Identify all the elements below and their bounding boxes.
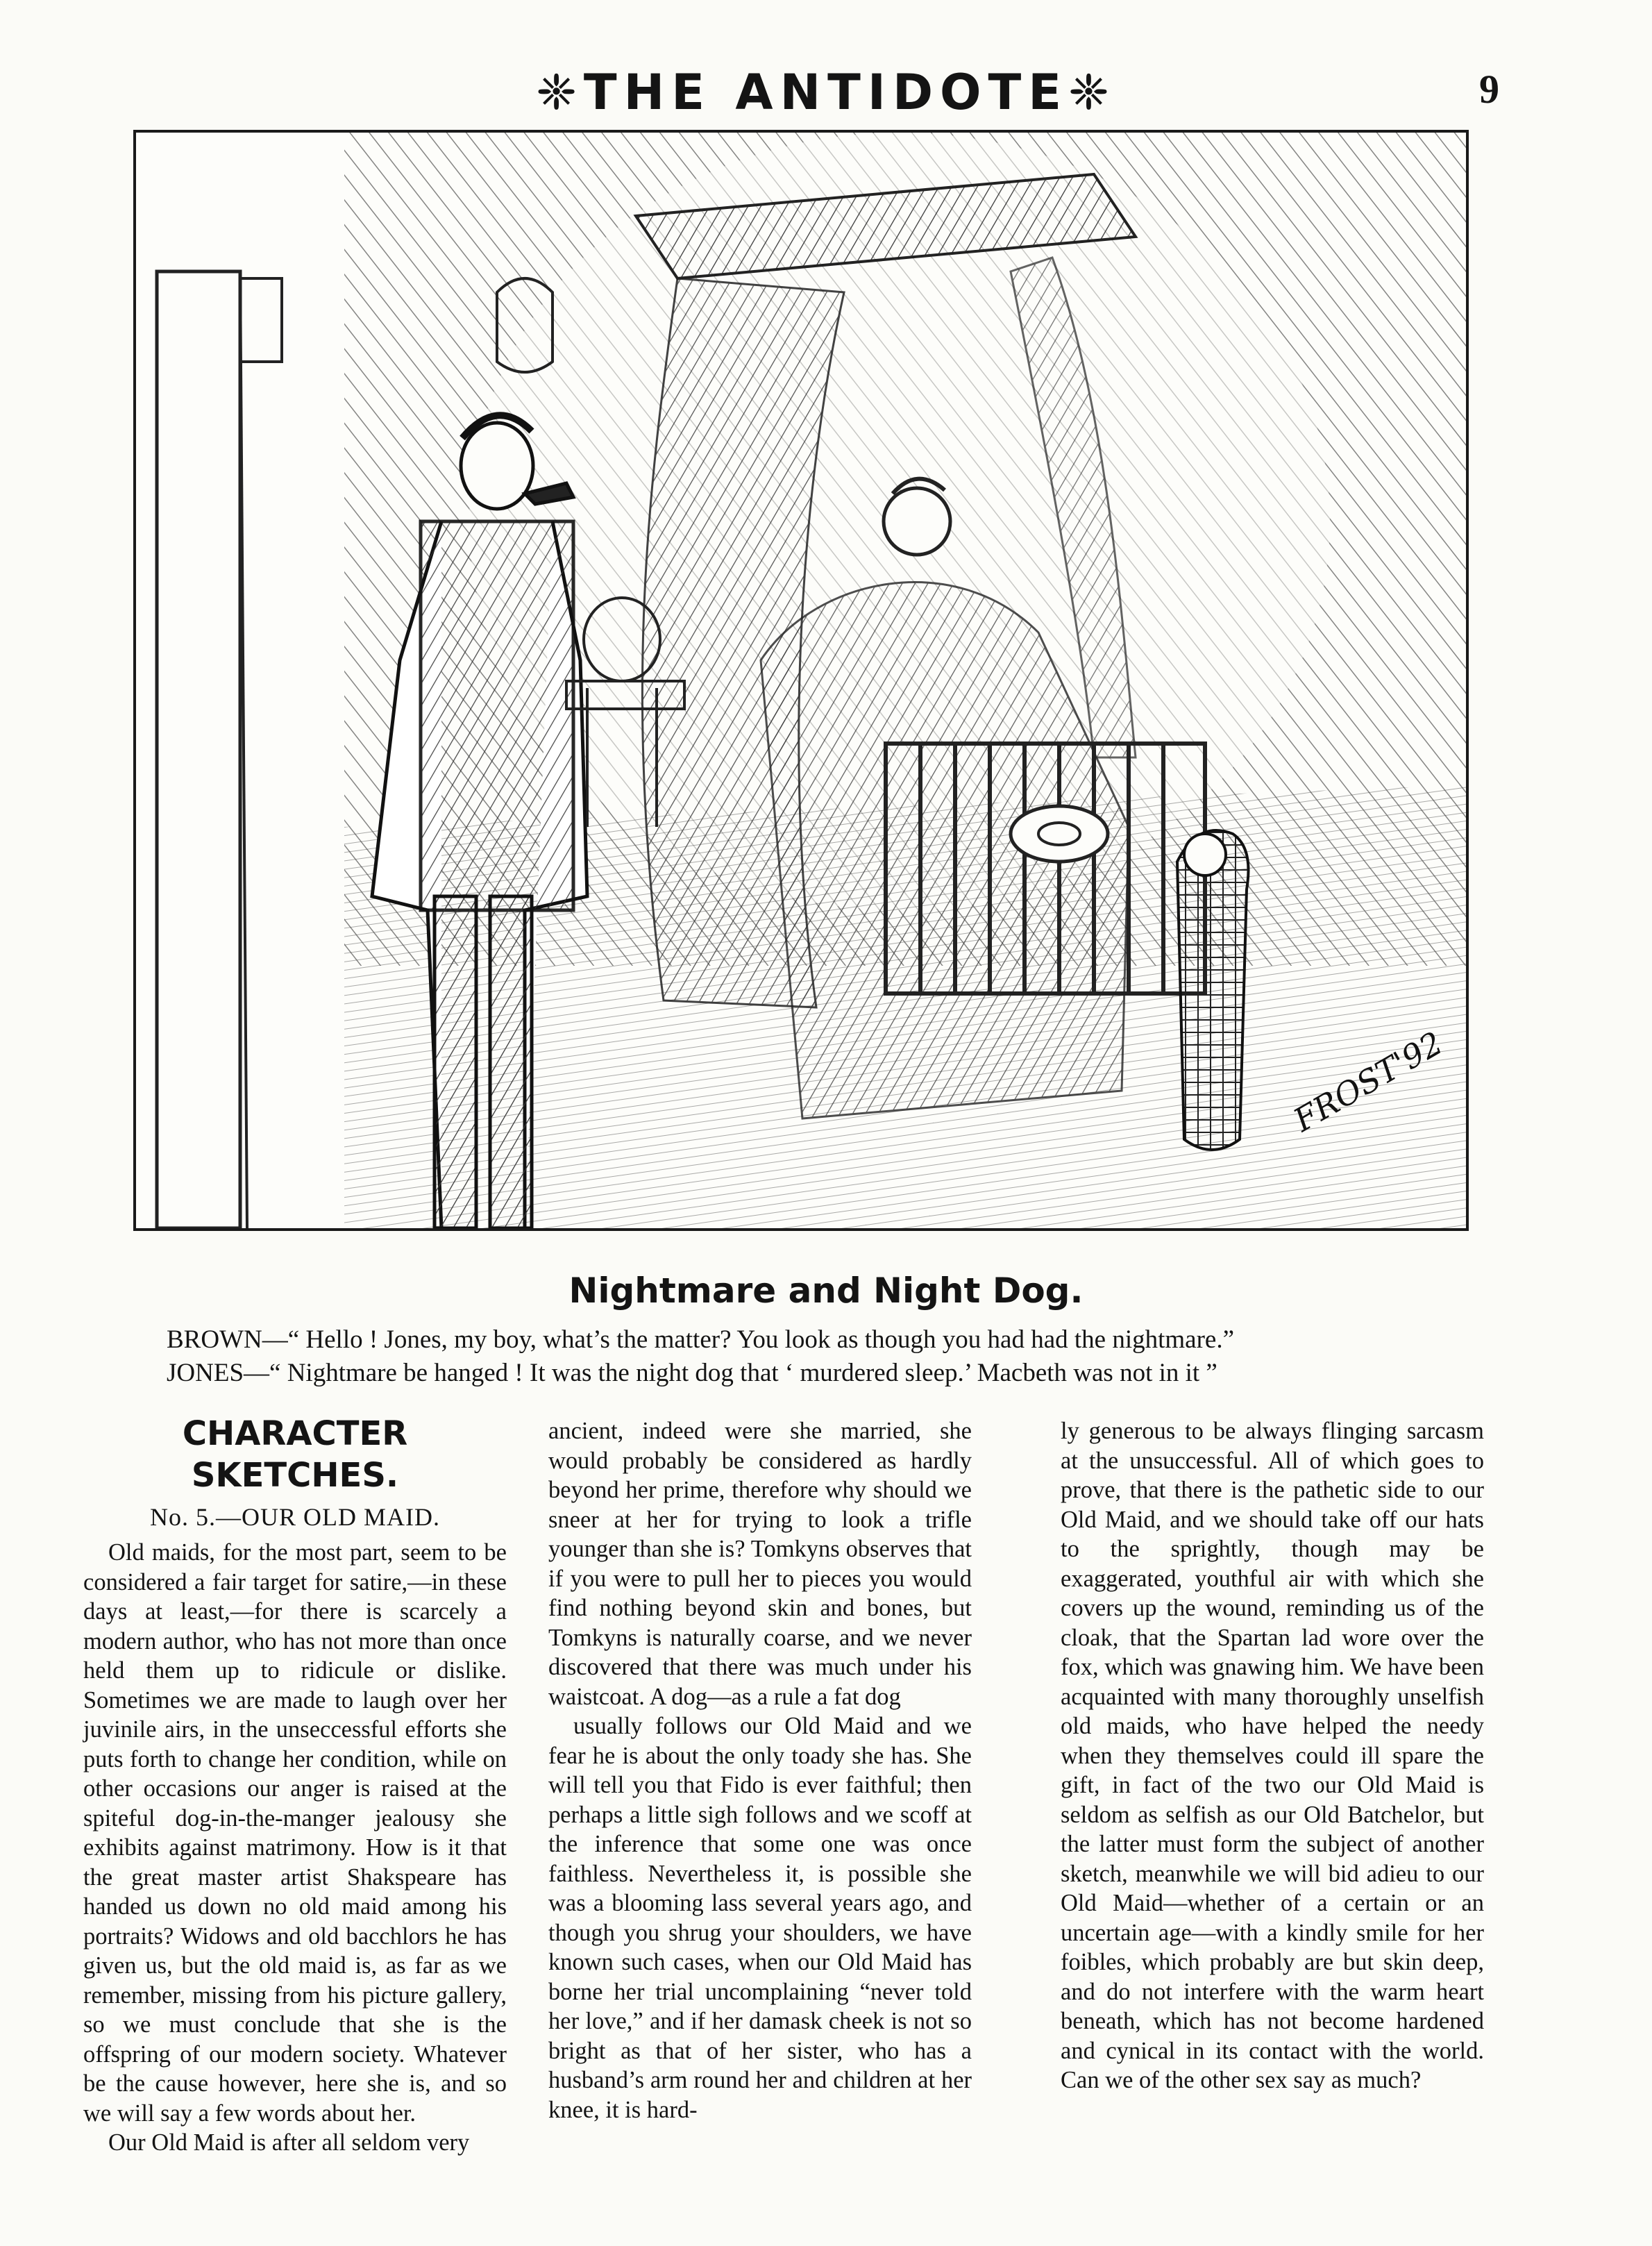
article-column-2 — [548, 1416, 972, 2125]
article-paragraph: Old maids, for the most part, seem to be considered a fair target for satire,—in these days at least,—for there is scarcely a modern author, who has not more than once held them up to ridicule or dislike. Sometimes we are made to laugh over her juvinile airs, in the unseccessful efforts she puts forth to change her condition, while on other occasions our anger is raised at the spiteful dog-in-the-manger jealousy she exhibits against matrimony. How is it that the great master artist Shakspeare has handed us down no old maid among his portraits? Widows and old bacchlors he has given us, but the old maid is, as far as we remember, missing from his picture gallery, so we must conclude that she is the offspring of our modern society. Whatever be the cause however, here she is, and so we will say a few words about her. — [83, 1539, 507, 2127]
article-title: CHARACTER SKETCHES. — [182, 1414, 408, 1495]
cartoon-dialogue-jones: JONES—“ Nightmare be hanged ! It was the night dog that ‘ murdered sleep.’ Macbeth was not in it ” — [167, 1359, 1217, 1387]
masthead: ❈THE ANTIDOTE❈ — [536, 64, 1116, 121]
article-paragraph: Our Old Maid is after all seldom very — [108, 2129, 470, 2156]
cartoon-title: Nightmare and Night Dog. — [568, 1271, 1084, 1311]
artist-signature: FROST'92 — [1287, 1023, 1449, 1139]
article-paragraph: usually follows our Old Maid and we fear he is about the only toady she has. She will tell you that Fido is ever faithful; then perhaps a little sigh follows and we scoff at the inference that some one was once faithless. Nevertheless it, is possible she was a blooming lass several years ago, and though you shrug your shoulders, we have known such cases, when our Old Maid has borne her trial uncomplaining “never told her love,” and if her damask cheek is not so bright as that of her sister, who has a husband’s arm round her and children at her knee, it is hard- — [548, 1713, 972, 2123]
cartoon-illustration — [133, 130, 1469, 1231]
cartoon-dialogue-brown: BROWN—“ Hello ! Jones, my boy, what’s the matter? You look as though you had had the nightmare.” — [167, 1325, 1234, 1354]
cartoon-drawing — [136, 133, 1466, 1228]
article-paragraph: ly generous to be always flinging sarcasm at the unsuccessful. All of which goes to prove, that there is the pathetic side to our Old Maid, and we should take off our hats to the sprightly, though may be exaggerated, youthful air with which she covers up the wound, reminding us of the cloak, that the Spartan lad wore over the fox, which was gnawing him. We have been acquainted with many thoroughly unselfish old maids, who have helped the needy when they themselves could ill spare the gift, in fact of the two our Old Maid is seldom as selfish as our Old Batchelor, but the latter must form the subject of another sketch, meanwhile we will bid adieu to our Old Maid—whether of a certain or an uncertain age—with a kindly smile for her foibles, which probably are but skin deep, and do not interfere with the warm heart beneath, which has not become hardened and cynical in its contact with the world. Can we of the other sex say as much? — [1061, 1418, 1484, 2093]
article-paragraph: ancient, indeed were she married, she would probably be considered as hardly beyond her prime, therefore why should we sneer at her for trying to look a trifle younger than she is? Tomkyns observes that if you were to pull her to pieces you would find nothing beyond skin and bones, but Tomkyns is naturally coarse, and we never discovered that there was much under his waistcoat. A dog—as a rule a fat dog — [548, 1418, 972, 1710]
article-column-3 — [1061, 1416, 1484, 2095]
dog — [1177, 830, 1249, 1150]
article-subtitle: No. 5.—OUR OLD MAID. — [150, 1503, 440, 1531]
page-number: 9 — [1479, 67, 1499, 112]
article-column-1 — [83, 1413, 507, 2158]
